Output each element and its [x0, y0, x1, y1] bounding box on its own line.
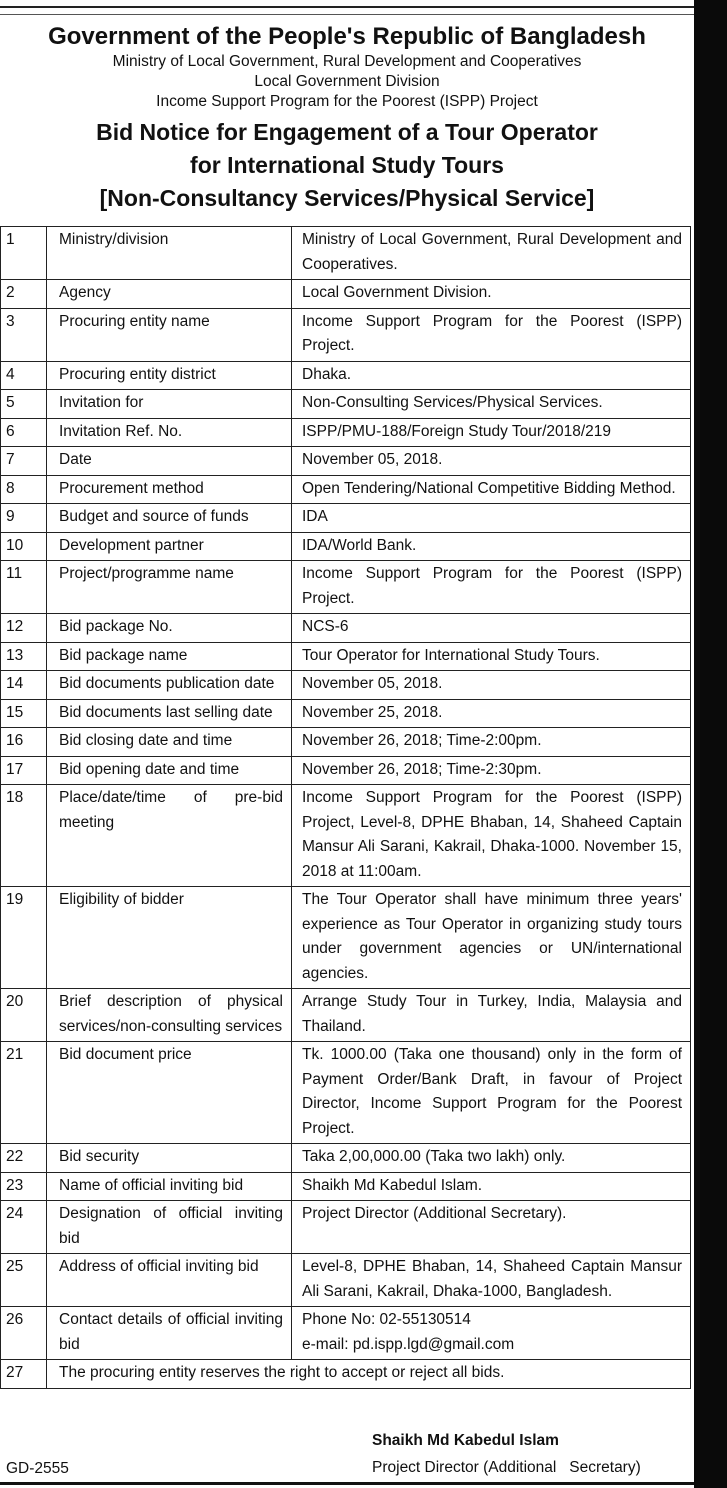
row-value: November 05, 2018. [292, 671, 691, 700]
row-number: 19 [1, 887, 47, 989]
row-number: 15 [1, 699, 47, 728]
row-value: Level-8, DPHE Bhaban, 14, Shaheed Captain Mansur Ali Sarani, Kakrail, Dhaka-1000, Bangladesh. [292, 1254, 691, 1307]
table-row [1, 1254, 691, 1307]
table-row [1, 614, 691, 643]
row-value: November 25, 2018. [292, 699, 691, 728]
row-label: Date [47, 447, 292, 476]
row-number: 4 [1, 361, 47, 390]
row-label: Budget and source of funds [47, 504, 292, 533]
row-value: Income Support Program for the Poorest (ISPP) Project, Level-8, DPHE Bhaban, 14, Shaheed Captain Mansur Ali Sarani, Kakrail, Dhaka-1000. November 15, 2018 at 11:00am. [292, 785, 691, 887]
table-row [1, 1144, 691, 1173]
row-label: Invitation for [47, 390, 292, 419]
row-label: Name of official inviting bid [47, 1172, 292, 1201]
row-number: 20 [1, 989, 47, 1042]
row-number: 11 [1, 561, 47, 614]
table-row [1, 447, 691, 476]
row-number: 7 [1, 447, 47, 476]
table-row [1, 887, 691, 989]
row-label: Contact details of official inviting bid [47, 1307, 292, 1360]
table-row [1, 989, 691, 1042]
row-number: 12 [1, 614, 47, 643]
table-row [1, 418, 691, 447]
signatory-name: Shaikh Md Kabedul Islam [372, 1432, 559, 1449]
row-label: Bid closing date and time [47, 728, 292, 757]
row-label: Procuring entity name [47, 308, 292, 361]
table-row [1, 390, 691, 419]
row-value: Tk. 1000.00 (Taka one thousand) only in the form of Payment Order/Bank Draft, in favour of Project Director, Income Support Program for the Poorest Project. [292, 1042, 691, 1144]
row-label: Bid opening date and time [47, 756, 292, 785]
contact-phone: Phone No: 02-55130514 [302, 1311, 471, 1328]
row-number: 27 [1, 1360, 47, 1389]
row-number: 26 [1, 1307, 47, 1360]
table-row [1, 227, 691, 280]
row-value: NCS-6 [292, 614, 691, 643]
row-number: 22 [1, 1144, 47, 1173]
ministry-line: Ministry of Local Government, Rural Development and Cooperatives [112, 53, 582, 70]
row-value: IDA [292, 504, 691, 533]
contact-email: e-mail: pd.ispp.lgd@gmail.com [302, 1335, 515, 1353]
table-row [1, 475, 691, 504]
gd-number: GD-2555 [6, 1460, 69, 1477]
row-label: Bid documents last selling date [47, 699, 292, 728]
row-value: Tour Operator for International Study Tours. [292, 642, 691, 671]
table-row [1, 756, 691, 785]
row-label: Project/programme name [47, 561, 292, 614]
row-number: 18 [1, 785, 47, 887]
table-row [1, 308, 691, 361]
row-value: November 26, 2018; Time-2:30pm. [292, 756, 691, 785]
table-row [1, 728, 691, 757]
notice-title-line-2: for International Study Tours [190, 152, 504, 178]
row-value: Income Support Program for the Poorest (ISPP) Project. [292, 561, 691, 614]
row-value: IDA/World Bank. [292, 532, 691, 561]
row-number: 10 [1, 532, 47, 561]
row-label: Bid package name [47, 642, 292, 671]
row-number: 17 [1, 756, 47, 785]
row-label: Address of official inviting bid [47, 1254, 292, 1307]
row-number: 16 [1, 728, 47, 757]
row-label: Bid package No. [47, 614, 292, 643]
row-label: Bid documents publication date [47, 671, 292, 700]
table-row [1, 361, 691, 390]
table-row [1, 1201, 691, 1254]
notice-header [0, 22, 694, 215]
project-line: Income Support Program for the Poorest (ISPP) Project [156, 93, 538, 110]
top-border-inner [0, 14, 694, 15]
closing-statement: The procuring entity reserves the right to accept or reject all bids. [47, 1360, 691, 1389]
table-row [1, 1360, 691, 1389]
row-value: Local Government Division. [292, 280, 691, 309]
row-number: 8 [1, 475, 47, 504]
right-edge-bar [694, 0, 727, 1488]
table-row [1, 280, 691, 309]
row-number: 9 [1, 504, 47, 533]
signatory-title: Project Director (Additional Secretary) [372, 1459, 641, 1476]
notice-title-line-3: [Non-Consultancy Services/Physical Service] [99, 185, 595, 211]
row-number: 5 [1, 390, 47, 419]
table-row [1, 504, 691, 533]
row-label: Brief description of physical services/non-consulting services [47, 989, 292, 1042]
row-label: Place/date/time of pre-bid meeting [47, 785, 292, 887]
division-line: Local Government Division [254, 73, 440, 90]
row-value: The Tour Operator shall have minimum three years' experience as Tour Operator in organizing study tours under government agencies or UN/international agencies. [292, 887, 691, 989]
table-row [1, 1307, 691, 1360]
row-value: Dhaka. [292, 361, 691, 390]
table-row [1, 1172, 691, 1201]
row-number: 24 [1, 1201, 47, 1254]
row-number: 14 [1, 671, 47, 700]
row-label: Bid security [47, 1144, 292, 1173]
row-label: Bid document price [47, 1042, 292, 1144]
row-label: Agency [47, 280, 292, 309]
row-number: 21 [1, 1042, 47, 1144]
row-number: 2 [1, 280, 47, 309]
row-value: Open Tendering/National Competitive Bidding Method. [292, 475, 691, 504]
row-number: 13 [1, 642, 47, 671]
table-row [1, 1042, 691, 1144]
row-value: ISPP/PMU-188/Foreign Study Tour/2018/219 [292, 418, 691, 447]
row-number: 6 [1, 418, 47, 447]
row-number: 1 [1, 227, 47, 280]
row-label: Designation of official inviting bid [47, 1201, 292, 1254]
row-label: Development partner [47, 532, 292, 561]
table-row [1, 671, 691, 700]
bottom-border [0, 1482, 694, 1485]
row-label: Ministry/division [47, 227, 292, 280]
row-value: Taka 2,00,000.00 (Taka two lakh) only. [292, 1144, 691, 1173]
table-row [1, 785, 691, 887]
table-row [1, 699, 691, 728]
row-value: Income Support Program for the Poorest (ISPP) Project. [292, 308, 691, 361]
government-title: Government of the People's Republic of Bangladesh [48, 23, 646, 50]
bid-details-table [0, 226, 691, 1389]
table-row [1, 532, 691, 561]
row-value: November 26, 2018; Time-2:00pm. [292, 728, 691, 757]
row-number: 23 [1, 1172, 47, 1201]
table-row [1, 561, 691, 614]
row-value: Arrange Study Tour in Turkey, India, Malaysia and Thailand. [292, 989, 691, 1042]
top-border [0, 6, 694, 8]
row-value: Project Director (Additional Secretary). [292, 1201, 691, 1254]
row-value [292, 1307, 691, 1360]
row-label: Invitation Ref. No. [47, 418, 292, 447]
row-label: Procurement method [47, 475, 292, 504]
row-label: Eligibility of bidder [47, 887, 292, 989]
row-value: November 05, 2018. [292, 447, 691, 476]
row-value: Shaikh Md Kabedul Islam. [292, 1172, 691, 1201]
row-value: Non-Consulting Services/Physical Services. [292, 390, 691, 419]
row-label: Procuring entity district [47, 361, 292, 390]
row-value: Ministry of Local Government, Rural Development and Cooperatives. [292, 227, 691, 280]
notice-title-line-1: Bid Notice for Engagement of a Tour Operator [96, 119, 598, 145]
row-number: 3 [1, 308, 47, 361]
row-number: 25 [1, 1254, 47, 1307]
table-row [1, 642, 691, 671]
